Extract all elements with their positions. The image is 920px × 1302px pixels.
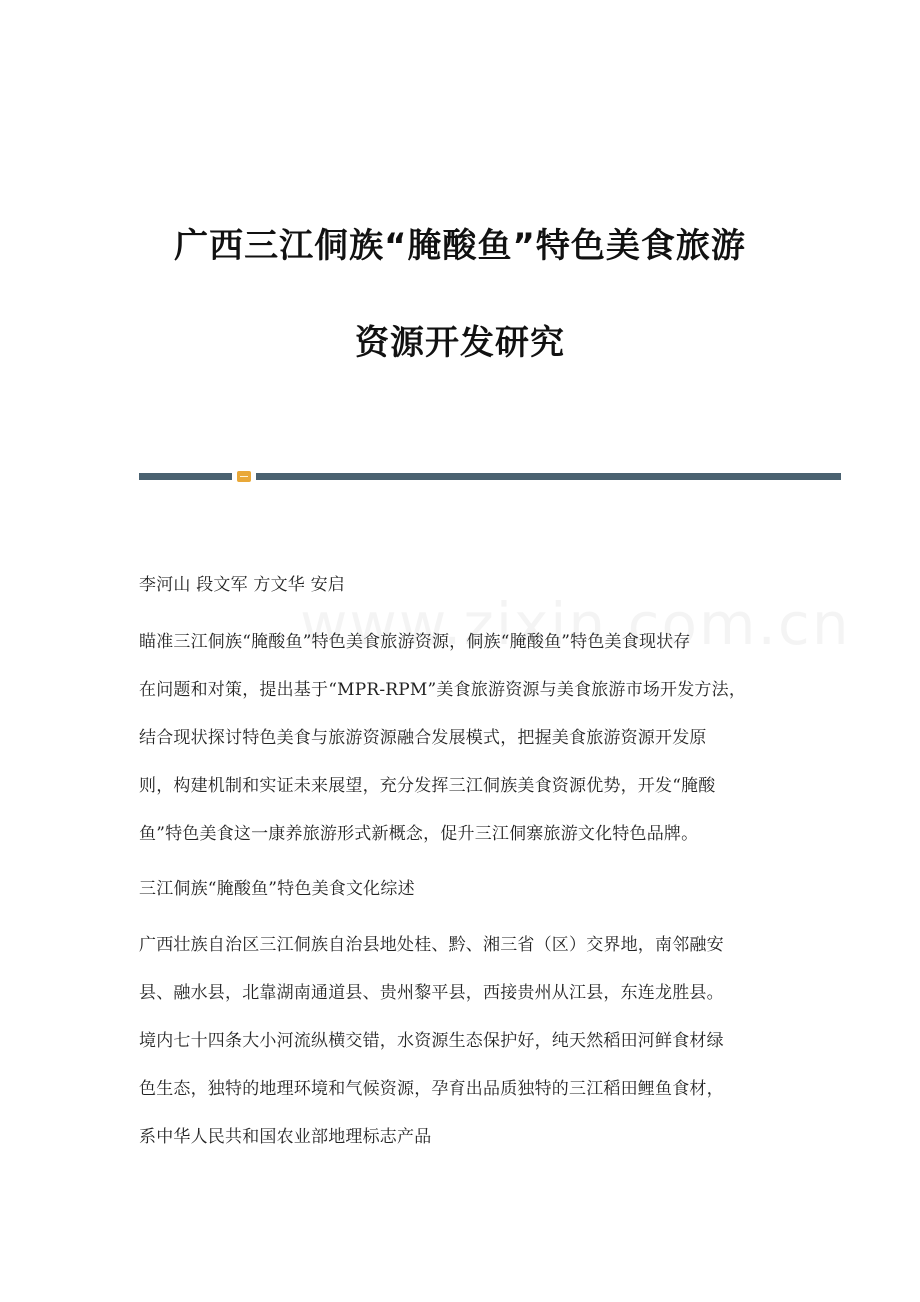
- body-line: 系中华人民共和国农业部地理标志产品: [139, 1127, 432, 1147]
- abstract-line: 在问题和对策，提出基于“MPR-RPM”美食旅游资源与美食旅游市场开发方法，: [139, 680, 747, 700]
- body-line: 色生态，独特的地理环境和气候资源，孕育出品质独特的三江稻田鲤鱼食材，: [139, 1079, 724, 1099]
- body-line: 县、融水县，北靠湖南通道县、贵州黎平县，西接贵州从江县，东连龙胜县。: [139, 983, 724, 1003]
- document-title-line-1: 广西三江侗族“腌酸鱼”特色美食旅游: [174, 226, 746, 266]
- divider-bar-right: [256, 473, 841, 480]
- body-line: 境内七十四条大小河流纵横交错，水资源生态保护好，纯天然稻田河鲜食材绿: [139, 1031, 724, 1051]
- abstract-line: 鱼”特色美食这一康养旅游形式新概念，促升三江侗寨旅游文化特色品牌。: [139, 824, 699, 844]
- abstract-line: 则，构建机制和实证未来展望，充分发挥三江侗族美食资源优势，开发“腌酸: [139, 776, 716, 796]
- abstract-line: 结合现状探讨特色美食与旅游资源融合发展模式，把握美食旅游资源开发原: [139, 728, 707, 748]
- section-heading: 三江侗族“腌酸鱼”特色美食文化综述: [139, 879, 415, 899]
- abstract-line: 瞄准三江侗族“腌酸鱼”特色美食旅游资源，侗族“腌酸鱼”特色美食现状存: [139, 632, 691, 652]
- title-divider: [139, 471, 841, 480]
- authors: 李河山 段文军 方文华 安启: [139, 575, 346, 595]
- divider-bar-left: [139, 473, 232, 480]
- body-line: 广西壮族自治区三江侗族自治县地处桂、黔、湘三省（区）交界地，南邻融安: [139, 935, 724, 955]
- document-title-line-2: 资源开发研究: [355, 323, 565, 363]
- divider-badge-icon: [237, 471, 251, 482]
